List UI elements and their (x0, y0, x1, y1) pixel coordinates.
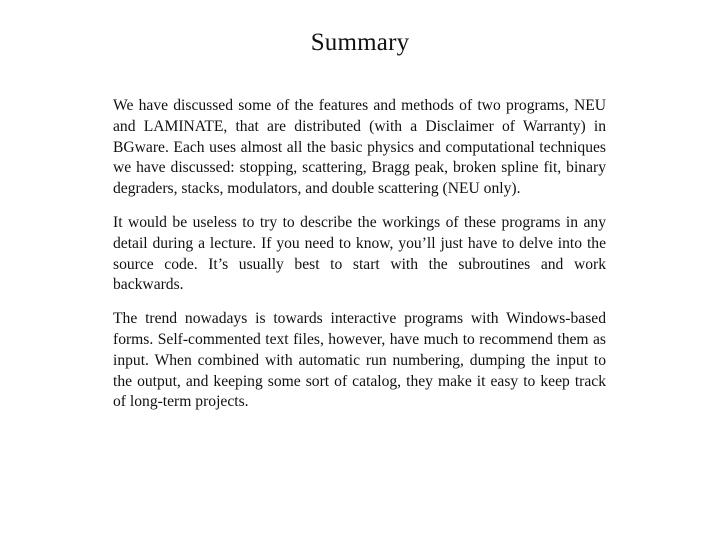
slide-body (113, 96, 606, 426)
paragraph-source-code: It would be useless to try to describe the workings of these programs in any detail during a lecture. If you need to know, you’ll just have to delve into the source code. It’s usually best to start with the subroutines and work backwards. (113, 213, 606, 294)
slide-title: Summary (310, 29, 410, 56)
paragraph-programs-overview: We have discussed some of the features and methods of two programs, NEU and LAMINATE, that are distributed (with a Disclaimer of Warranty) in BGware. Each uses almost all the basic physics and computational techniques we have discussed: stopping, scattering, Bragg peak, broken spline fit, binary degraders, stacks, modulators, and double scattering (NEU only). (113, 97, 606, 198)
paragraph-input-files: The trend nowadays is towards interactive programs with Windows-based forms. Self-commented text files, however, have much to recommend them as input. When combined with automatic run numbering, dumping the input to the output, and keeping some sort of catalog, they make it easy to keep track of long-term projects. (113, 310, 606, 411)
